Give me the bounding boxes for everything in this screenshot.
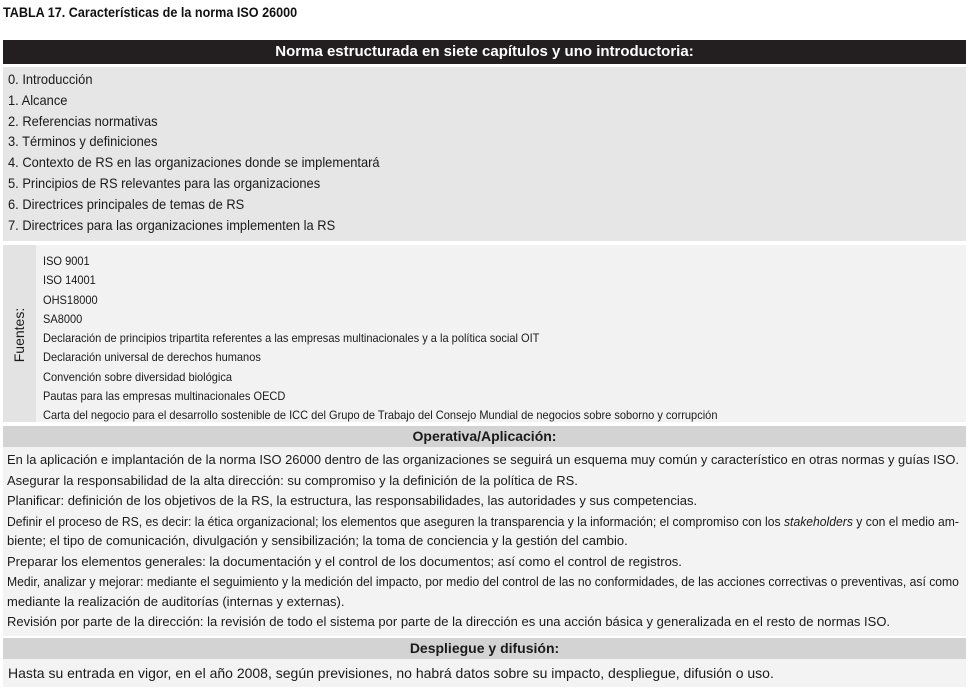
sources-list	[43, 252, 966, 426]
source-item: SA8000	[43, 311, 83, 326]
table-header: Norma estructurada en siete capítulos y uno introductoria:	[3, 40, 966, 64]
operativa-paragraph-cont: biente; el tipo de comunicación, divulgación y sensibilización; la toma de conciencia y la gestión del cambio.	[7, 533, 628, 548]
table-caption: TABLA 17. Características de la norma ISO 26000	[3, 4, 298, 20]
source-item: Declaración universal de derechos humanos	[43, 350, 261, 365]
chapter-item: 7. Directrices para las organizaciones implementen la RS	[8, 216, 336, 233]
operativa-section	[3, 447, 966, 636]
stakeholders-term: stakeholders	[783, 513, 853, 529]
chapter-item: 4. Contexto de RS en las organizaciones donde se implementará	[8, 154, 380, 171]
despliegue-text: Hasta su entrada en vigor, en el año 2008, según previsiones, no habrá datos sobre su impacto, despliegue, difusión o uso.	[8, 664, 774, 681]
despliegue-heading: Despliegue y difusión:	[3, 638, 966, 659]
source-item: Convención sobre diversidad biológica	[43, 369, 233, 384]
operativa-paragraph: Medir, analizar y mejorar: mediante el seguimiento y la medición del impacto, por medio del control de las no conformidades, de las acciones correctivas o preventivas, así como	[7, 574, 959, 589]
sources-label: Fuentes:	[11, 307, 27, 363]
source-item: ISO 9001	[43, 254, 90, 268]
source-item: Carta del negocio para el desarrollo sostenible de ICC del Grupo de Trabajo del Consejo Mundial de negocios sobre soborno y corrupción	[43, 408, 718, 423]
sources-label-column	[3, 245, 36, 422]
chapter-item: 3. Términos y definiciones	[8, 133, 158, 150]
chapter-item: 5. Principios de RS relevantes para las organizaciones	[8, 174, 321, 191]
sources-section	[3, 245, 966, 422]
operativa-paragraph: Preparar los elementos generales: la documentación y el control de los documentos; así como el control de registros.	[7, 553, 682, 569]
chapters-section	[3, 67, 966, 241]
source-item: Pautas para las empresas multinacionales OECD	[43, 389, 286, 404]
chapter-item: 2. Referencias normativas	[8, 112, 158, 129]
operativa-paragraph: Revisión por parte de la dirección: la revisión de todo el sistema por parte de la dirección es una acción básica y generalizada en el resto de normas ISO.	[7, 614, 891, 629]
operativa-paragraph: Planificar: definición de los objetivos de la RS, la estructura, las responsabilidades, las autoridades y sus competencias.	[7, 493, 698, 508]
source-item: Declaración de principios tripartita referentes a las empresas multinacionales y a la política social OIT	[43, 331, 540, 346]
operativa-paragraph: Asegurar la responsabilidad de la alta dirección: su compromiso y la definición de la política de RS.	[7, 472, 578, 488]
iso26000-table	[3, 40, 966, 687]
operativa-paragraph: En la aplicación e implantación de la norma ISO 26000 dentro de las organizaciones se seguirá un esquema muy común y característico en otras normas y guías ISO.	[7, 452, 959, 467]
chapter-item: 1. Alcance	[8, 91, 68, 108]
source-item: ISO 14001	[43, 273, 96, 288]
operativa-paragraph-cont: mediante la realización de auditorías (internas y externas).	[7, 593, 345, 609]
source-item: OHS18000	[43, 292, 98, 307]
chapter-item: 6. Directrices principales de temas de RS	[8, 195, 245, 212]
operativa-paragraph: Definir el proceso de RS, es decir: la ética organizacional; los elementos que aseguren la transparencia y la información; el compromiso con los stakeholders y con el medio am-	[7, 513, 959, 529]
operativa-heading: Operativa/Aplicación:	[3, 426, 966, 447]
chapter-item: 0. Introducción	[8, 71, 93, 87]
despliegue-section	[3, 659, 966, 687]
